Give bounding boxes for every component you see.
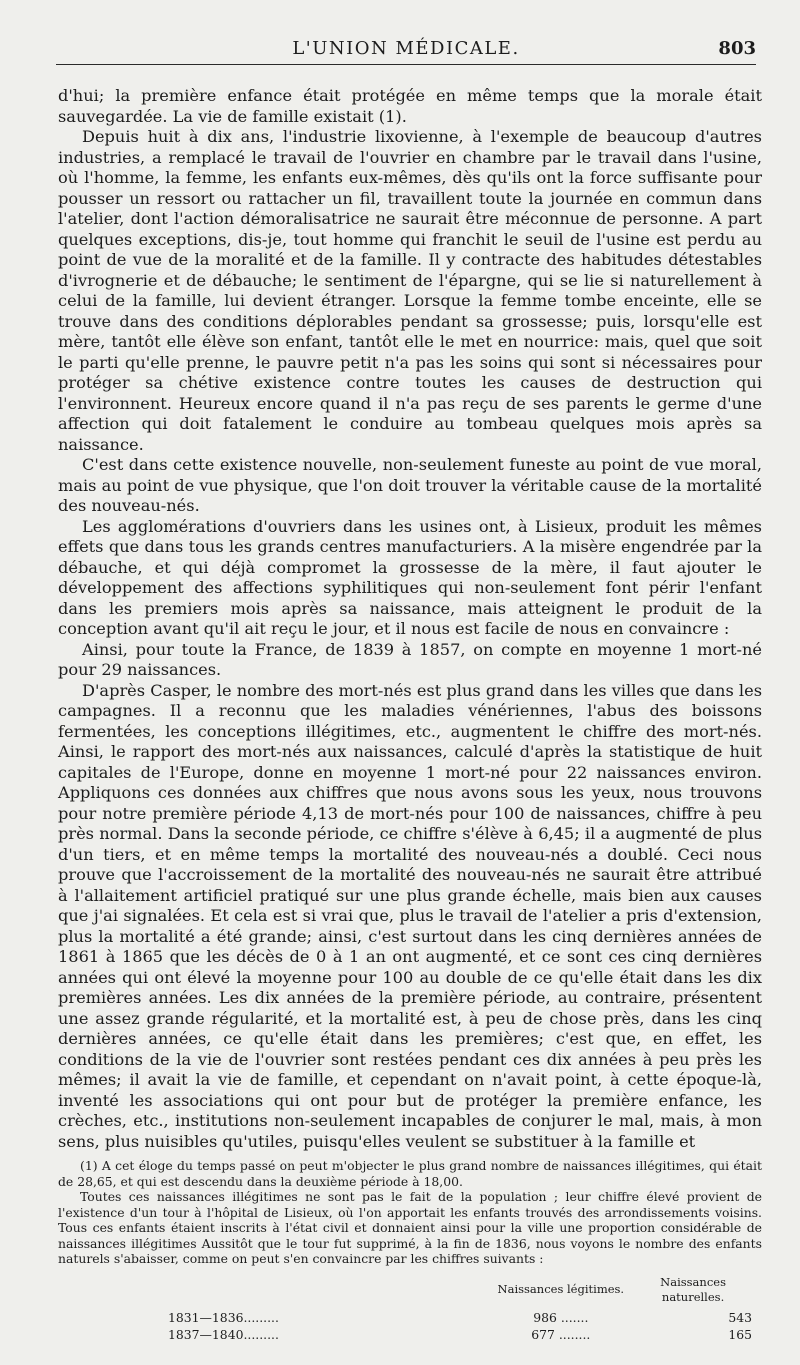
page-number: 803 <box>718 38 756 59</box>
table-header-row <box>58 1275 762 1309</box>
table-row <box>58 1326 762 1344</box>
leader-dots: ........ <box>558 1327 591 1342</box>
paragraph: Les agglomérations d'ouvriers dans les usines ont, à Lisieux, produit les mêmes effets que dans tous les grands centres manufacturiers. A la misère engendrée par la débauche, et qui déjà compromet la grossesse de la mère, il faut ajouter le développement des affections syphilitiques qui non-seulement font périr l'enfant dans les premiers mois après sa naissance, mais atteignent le produit de la conception avant qu'il ait reçu le jour, et il nous est facile de nous en convaincre : <box>58 516 762 638</box>
paragraph: d'hui; la première enfance était protégée en même temps que la morale était sauvegardée. La vie de famille existait (1). <box>58 86 762 126</box>
table-header <box>58 1275 488 1309</box>
period-cell: 1837—1840......... <box>168 1327 279 1342</box>
legitimate-value: 677 <box>531 1327 555 1342</box>
births-table <box>58 1275 762 1344</box>
table-header: Naissances légitimes. <box>497 1282 625 1297</box>
legitimate-cell <box>488 1326 635 1344</box>
paragraph: D'après Casper, le nombre des mort-nés est plus grand dans les villes que dans les campagnes. Il a reconnu que les maladies vénériennes, l'abus des boissons fermentées, les conceptions illégitimes, etc., augmentent le chiffre des mort-nés. Ainsi, le rapport des mort-nés aux naissances, calculé d'après la statistique de huit capitales de l'Europe, donne en moyenne 1 mort-né pour 22 naissances environ. Appliquons ces données aux chiffres que nous avons sous les yeux, nous trouvons pour notre première période 4,13 de mort-nés pour 100 de naissances, chiffre à peu près normal. Dans la seconde période, ce chiffre s'élève à 6,45; il a augmenté de plus d'un tiers, et en même temps la mortalité des nouveau-nés a doublé. Ceci nous prouve que l'accroissement de la mortalité des nouveau-nés ne saurait être attribué à l'allaitement artificiel pratiqué sur une plus grande échelle, mais bien aux causes que j'ai signalées. Et cela est si vrai que, plus le travail de l'atelier a pris d'extension, plus la mortalité a été grande; ainsi, c'est surtout dans les cinq dernières années de 1861 à 1865 que les décès de 0 à 1 an ont augmenté, et ce sont ces cinq dernières années qui ont élevé la moyenne pour 100 au double de ce qu'elle était dans les dix premières années. Les dix années de la première période, au contraire, présentent une assez grande régularité, et la mortalité est, à peu de chose près, dans les cinq dernières années, ce qu'elle était dans les premières; c'est que, en effet, les conditions de la vie de l'ouvrier sont restées pendant ces dix années à peu près les mêmes; il avait la vie de famille, et cependant on n'avait point, à cette époque-là, inventé les associations qui ont pour but de protéger la première enfance, les crèches, etc., institutions non-seulement incapables de conjurer le mal, mais, à mon sens, plus nuisibles qu'utiles, puisqu'elles veulent se substituer à la famille et <box>58 680 762 1151</box>
body-text <box>58 86 762 1152</box>
table-header: Naissances naturelles. <box>660 1274 726 1304</box>
running-title: L'UNION MÉDICALE. <box>292 38 520 59</box>
footnote: (1) A cet éloge du temps passé on peut m'objecter le plus grand nombre de naissances illégitimes, qui était de 28,65, et qui est descendu dans la deuxième période à 18,00. <box>58 1158 762 1189</box>
legitimate-cell <box>488 1309 635 1327</box>
footnote: Toutes ces naissances illégitimes ne sont pas le fait de la population ; leur chiffre élevé provient de l'existence d'un tour à l'hôpital de Lisieux, où l'on apportait les enfants trouvés des arrondissements voisins. Tous ces enfants étaient inscrits à l'état civil et donnaient ainsi pour la ville une proportion considérable de naissances illégitimes Aussitôt que le tour fut supprimé, à la fin de 1836, nous voyons le nombre des enfants naturels s'abaisser, comme on peut s'en convaincre par les chiffres suivants : <box>58 1189 762 1266</box>
paragraph: C'est dans cette existence nouvelle, non-seulement funeste au point de vue moral, mais au point de vue physique, que l'on doit trouver la véritable cause de la mortalité des nouveau-nés. <box>58 455 762 515</box>
period-cell: 1831—1836......... <box>168 1309 279 1325</box>
table-row <box>58 1309 762 1327</box>
paragraph: Ainsi, pour toute la France, de 1839 à 1857, on compte en moyenne 1 mort-né pour 29 naissances. <box>58 639 762 679</box>
leader-dots: ....... <box>560 1309 589 1325</box>
natural-cell: 543 <box>728 1309 752 1325</box>
legitimate-value: 986 <box>533 1309 557 1325</box>
natural-cell: 165 <box>728 1327 752 1342</box>
page-header <box>56 36 756 65</box>
footnotes <box>58 1158 762 1344</box>
paragraph: Depuis huit à dix ans, l'industrie lixovienne, à l'exemple de beaucoup d'autres industries, a remplacé le travail de l'ouvrier en chambre par le travail dans l'usine, où l'homme, la femme, les enfants eux-mêmes, dès qu'ils ont la force suffisante pour pousser un ressort ou rattacher un fil, travaillent toute la journée en commun dans l'atelier, dont l'action démoralisatrice ne saurait être méconnue de personne. A part quelques exceptions, dis-je, tout homme qui franchit le seuil de l'usine est perdu au point de vue de la moralité et de la famille. Il y contracte des habitudes détestables d'ivrognerie et de débauche; le sentiment de l'épargne, qui se lie si naturellement à celui de la famille, lui devient étranger. Lorsque la femme tombe enceinte, elle se trouve dans des conditions déplorables pendant sa grossesse; puis, lorsqu'elle est mère, tantôt elle élève son enfant, tantôt elle le met en nourrice: mais, quel que soit le parti qu'elle prenne, le pauvre petit n'a pas les soins qui sont si nécessaires pour protéger sa chétive existence contre toutes les causes de destruction qui l'environnent. Heureux encore quand il n'a pas reçu de ses parents le germe d'une affection qui doit fatalement le conduire au tombeau quelques mois après sa naissance. <box>58 127 762 454</box>
